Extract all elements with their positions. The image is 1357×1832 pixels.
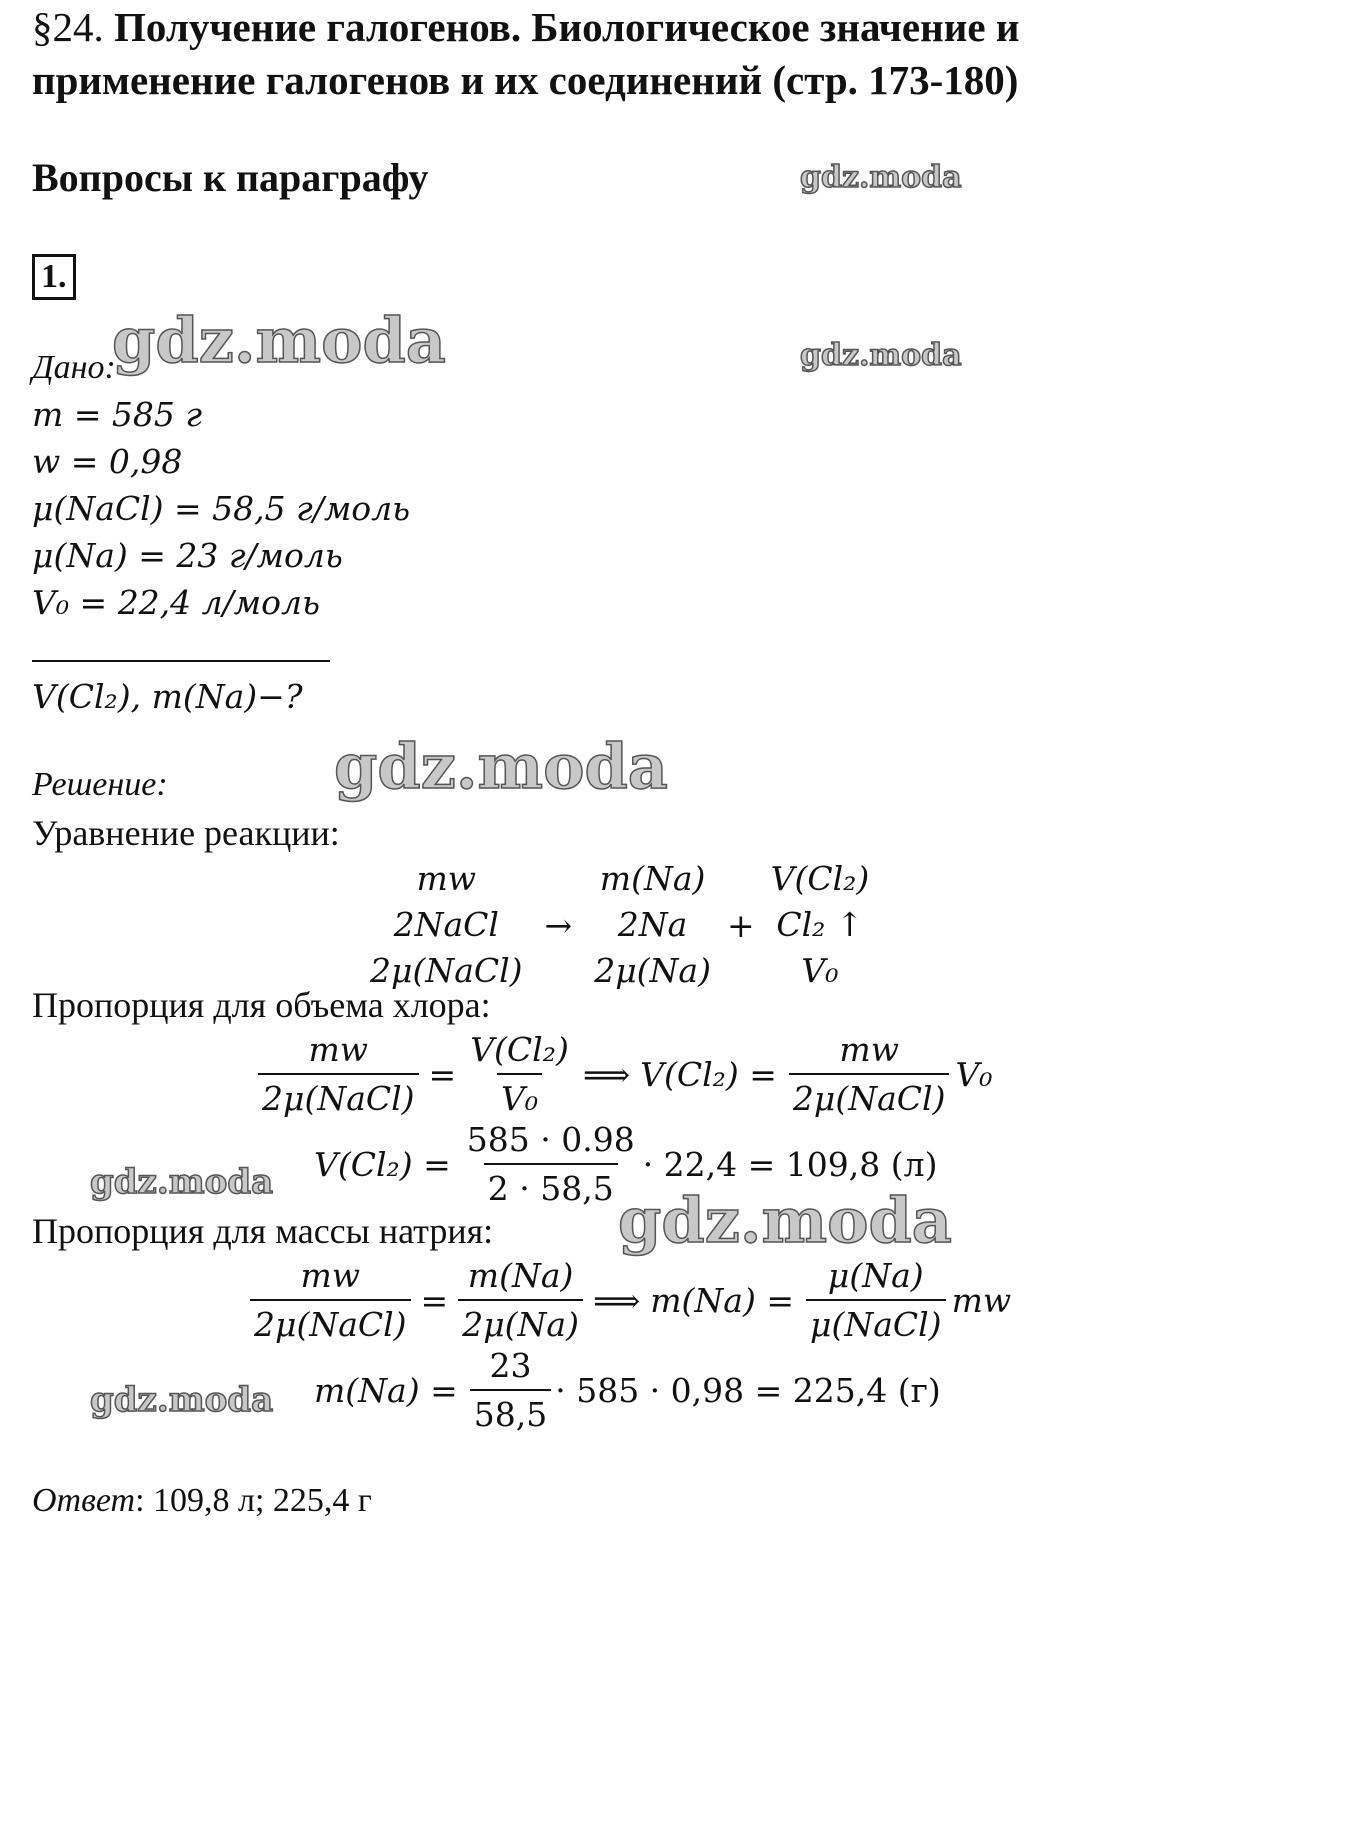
reaction-plus: + [726, 905, 755, 945]
watermark: gdz.moda [112, 304, 446, 377]
reaction-col-reactant: mw 2NaCl 2μ(NaCl) [370, 859, 523, 990]
watermark: gdz.moda [90, 1162, 274, 1202]
answer-label: Ответ [32, 1482, 136, 1519]
reaction-equation [370, 856, 869, 994]
reaction-col-sodium: m(Na) 2Na 2μ(Na) [594, 859, 711, 990]
given-label: Дано: [32, 349, 116, 386]
given-molar-volume: V₀ = 22,4 л/моль [32, 583, 320, 622]
title-line-1: Получение галогенов. Биологическое значение и [114, 4, 1020, 50]
find-line: V(Cl₂), m(Na)−? [32, 677, 303, 716]
given-molar-nacl: μ(NaCl) = 58,5 г/моль [32, 489, 411, 528]
answer-text: : 109,8 л; 225,4 г [135, 1482, 372, 1519]
page-title [32, 2, 1019, 107]
title-line-2: применение галогенов и их соединений (стр. 173-180) [32, 57, 1019, 104]
chlorine-volume-calculation: V(Cl₂) = $\frac{585 \cdot 0.98}{2 \cdot 58,5}$ · 22,4 = 109,8 (л) [314, 1120, 938, 1208]
section-heading: Вопросы к параграфу [32, 155, 429, 200]
solution-label: Решение: [32, 766, 168, 803]
given-molar-na: μ(Na) = 23 г/моль [32, 536, 343, 575]
sodium-proportion-equation: $\frac{mw}{\text{2μ(NaCl)}}$ = $\frac{m(Na)}{2\mu(Na)}$ ⟹ m(Na) = $\frac{\mu(Na)}{\text{μ(NaCl)}}$ mw [250, 1256, 1011, 1344]
paragraph-number: §24. [32, 4, 104, 50]
watermark: gdz.moda [618, 1184, 952, 1257]
sodium-mass-calculation: m(Na) = $\frac{23}{58,5}$ · 585 · 0,98 = 225,4 (г) [314, 1346, 941, 1434]
reaction-col-chlorine: V(Cl₂) Cl₂ ↑ V₀ [770, 859, 870, 990]
chlorine-proportion-label: Пропорция для объема хлора: [32, 985, 491, 1025]
chlorine-proportion-equation: $\frac{mw}{\text{2μ(NaCl)}}$ = $\frac{\text{V(Cl₂)}}{\text{V₀}}$ ⟹ V(Cl₂) = $\frac{mw}{\text{2μ(NaCl)}}$ V₀ [258, 1030, 993, 1118]
answer-line [32, 1482, 372, 1520]
given-divider [32, 660, 330, 662]
watermark: gdz.moda [334, 730, 668, 803]
given-mass: m = 585 г [32, 395, 203, 434]
watermark: gdz.moda [800, 160, 962, 195]
reaction-arrow: → [544, 905, 573, 945]
sodium-proportion-label: Пропорция для массы натрия: [32, 1211, 494, 1251]
given-fraction: w = 0,98 [32, 442, 183, 481]
task-number: 1. [32, 254, 76, 300]
reaction-label: Уравнение реакции: [32, 813, 340, 853]
watermark: gdz.moda [90, 1380, 274, 1420]
watermark: gdz.moda [800, 338, 962, 373]
